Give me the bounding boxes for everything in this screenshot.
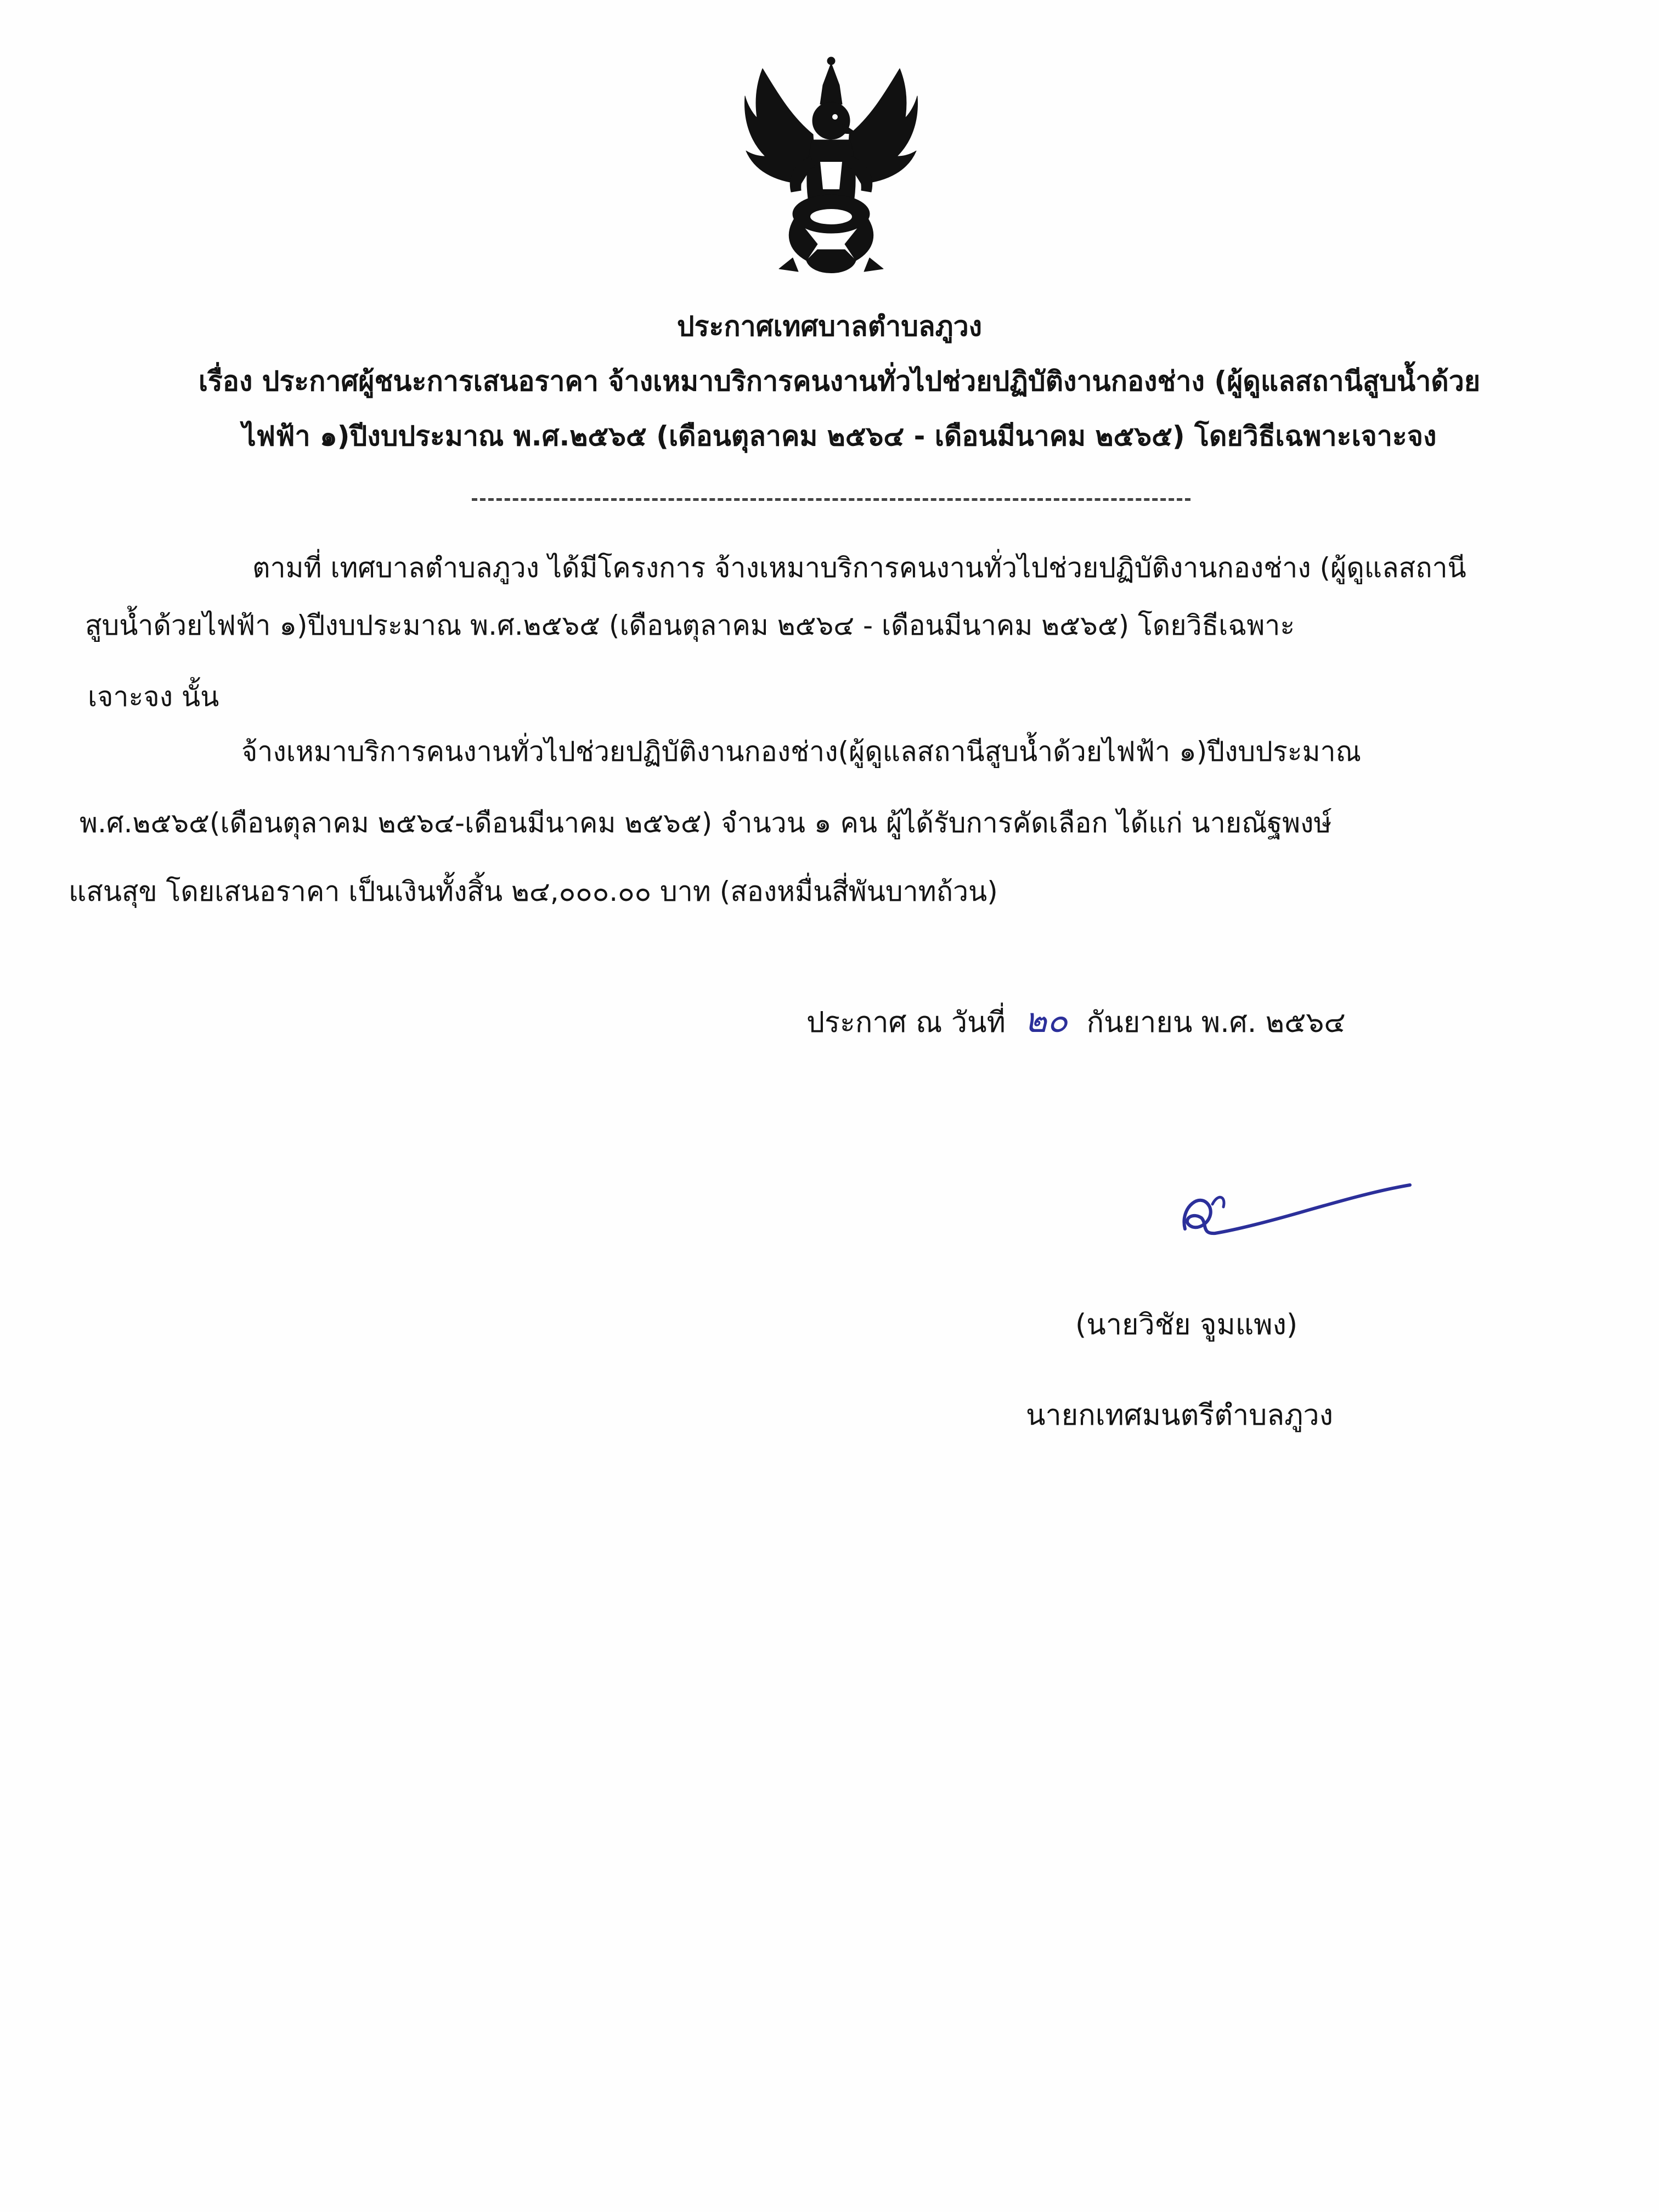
paragraph-1-line-3: เจาะจง นั้น [88, 681, 219, 713]
document-title: ประกาศเทศบาลตำบลภูวง [676, 311, 983, 342]
paragraph-1-line-2: สูบน้ำด้วยไฟฟ้า ๑)ปีงบประมาณ พ.ศ.๒๕๖๕ (เดือนตุลาคม ๒๕๖๔ - เดือนมีนาคม ๒๕๖๕) โดยวิธีเฉพาะ [85, 610, 1295, 641]
subject-line-1: เรื่อง ประกาศผู้ชนะการเสนอราคา จ้างเหมาบริการคนงานทั่วไปช่วยปฏิบัติงานกองช่าง (ผู้ดูแลสถานีสูบน้ำด้วย [198, 365, 1481, 397]
signer-title: นายกเทศมนตรีตำบลภูวง [1026, 1399, 1333, 1432]
date-prefix: ประกาศ ณ วันที่ [806, 1006, 1006, 1039]
subject-line-2: ไฟฟ้า ๑)ปีงบประมาณ พ.ศ.๒๕๖๕ (เดือนตุลาคม ๒๕๖๔ - เดือนมีนาคม ๒๕๖๕) โดยวิธีเฉพาะเจาะจง [242, 420, 1437, 452]
paragraph-1-line-1: ตามที่ เทศบาลตำบลภูวง ได้มีโครงการ จ้างเหมาบริการคนงานทั่วไปช่วยปฏิบัติงานกองช่าง (ผู้ดูแลสถานี [252, 552, 1466, 584]
paragraph-2-line-2: พ.ศ.๒๕๖๕(เดือนตุลาคม ๒๕๖๔-เดือนมีนาคม ๒๕๖๕) จำนวน ๑ คน ผู้ได้รับการคัดเลือก ได้แก่ นายณัฐพงษ์ [80, 807, 1332, 839]
paragraph-2-line-1: จ้างเหมาบริการคนงานทั่วไปช่วยปฏิบัติงานกองช่าง(ผู้ดูแลสถานีสูบน้ำด้วยไฟฟ้า ๑)ปีงบประมาณ [241, 736, 1361, 768]
announcement-date [806, 1000, 1346, 1040]
date-day-handwritten: ๒๐ [1024, 1000, 1068, 1040]
date-suffix: กันยายน พ.ศ. ๒๕๖๔ [1086, 1006, 1346, 1039]
signer-name: (นายวิชัย จูมแพง) [1075, 1308, 1298, 1341]
handwritten-signature-icon [1163, 1169, 1415, 1256]
title-divider [472, 498, 1190, 501]
paragraph-2-line-3: แสนสุข โดยเสนอราคา เป็นเงินทั้งสิ้น ๒๔,๐๐๐.๐๐ บาท (สองหมื่นสี่พันบาทถ้วน) [69, 876, 998, 907]
garuda-emblem-icon [741, 52, 922, 288]
